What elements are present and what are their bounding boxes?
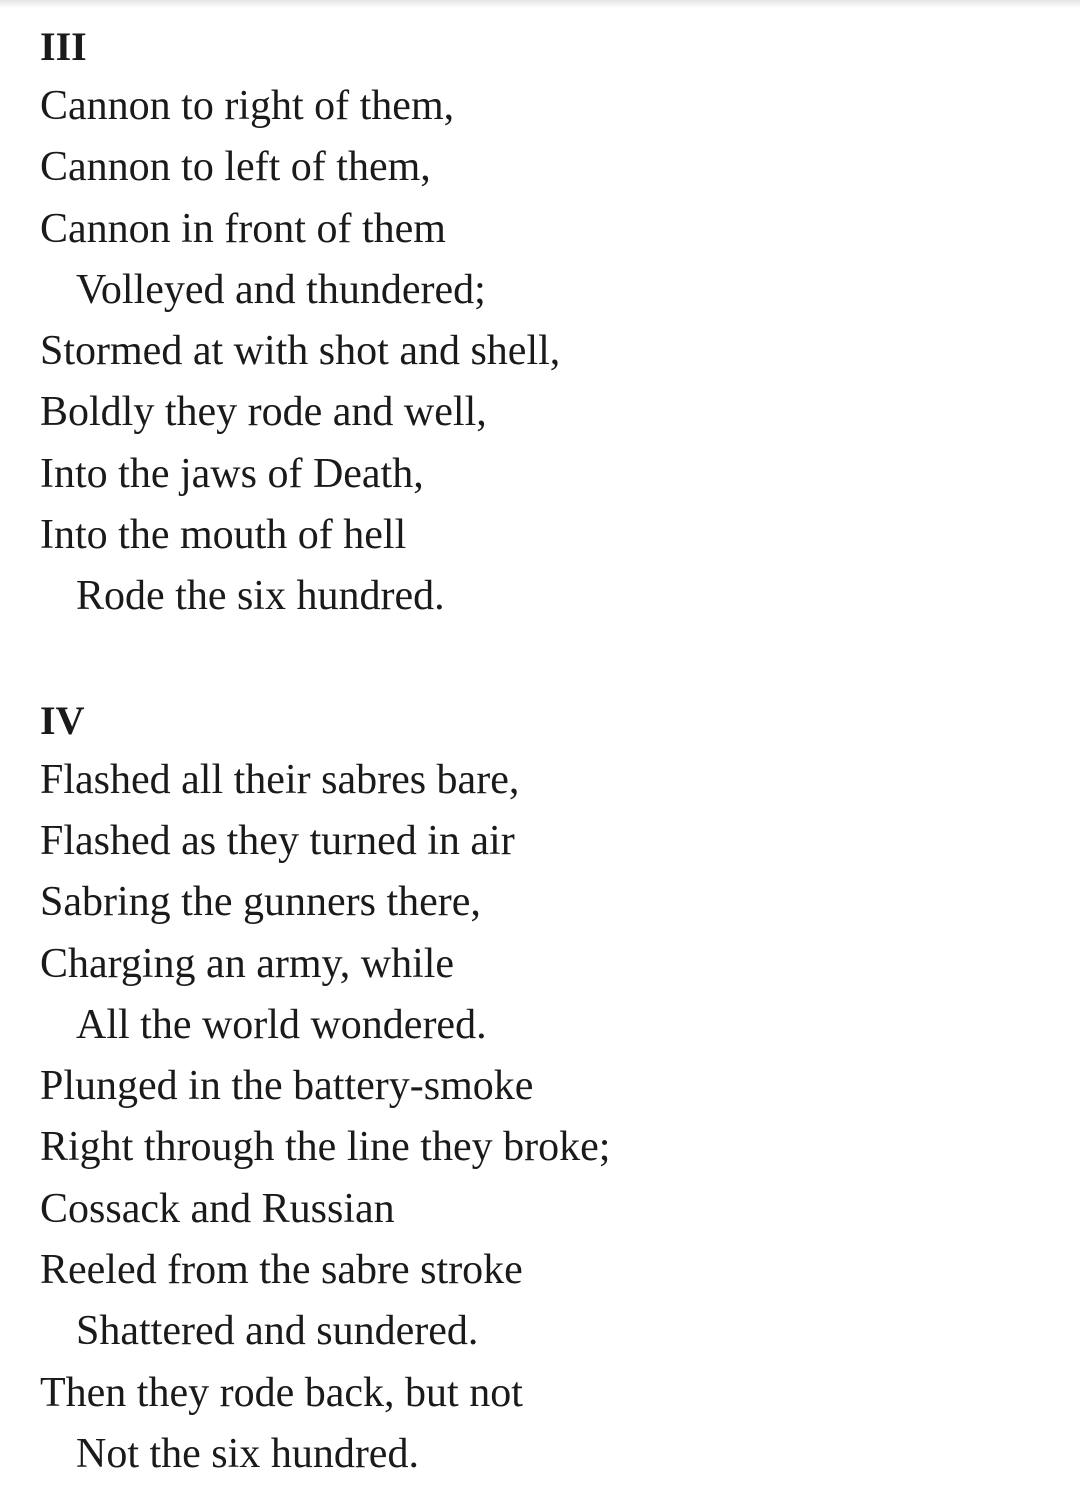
stanza-divider bbox=[40, 628, 1040, 692]
poem-line: Cannon in front of them bbox=[40, 205, 446, 252]
poem-line: Plunged in the battery-smoke bbox=[40, 1063, 534, 1110]
stanza-iii bbox=[40, 18, 1040, 628]
poem-text bbox=[40, 18, 1040, 1485]
poem-line: Flashed all their sabres bare, bbox=[40, 756, 520, 803]
poem-line: Boldly they rode and well, bbox=[40, 389, 487, 436]
stanza-iv bbox=[40, 692, 1040, 1486]
poem-line-indented: Not the six hundred. bbox=[76, 1430, 419, 1477]
poem-line: Into the mouth of hell bbox=[40, 512, 407, 559]
poem-line: Sabring the gunners there, bbox=[40, 879, 481, 926]
poem-line-indented: Shattered and sundered. bbox=[76, 1308, 479, 1355]
poem-line: Right through the line they broke; bbox=[40, 1124, 611, 1171]
poem-line-indented: All the world wondered. bbox=[76, 1001, 487, 1048]
poem-line: Stormed at with shot and shell, bbox=[40, 328, 561, 375]
poem-line: Reeled from the sabre stroke bbox=[40, 1247, 523, 1294]
poem-line: Cossack and Russian bbox=[40, 1185, 395, 1232]
poem-line: Into the jaws of Death, bbox=[40, 450, 424, 497]
poem-line: Then they rode back, but not bbox=[40, 1369, 523, 1416]
poem-line-indented: Rode the six hundred. bbox=[76, 573, 445, 620]
top-shadow bbox=[0, 0, 1080, 8]
poem-line: Cannon to right of them, bbox=[40, 83, 455, 129]
poem-line: Charging an army, while bbox=[40, 940, 455, 987]
poem-line: Flashed as they turned in air bbox=[40, 817, 515, 864]
poem-line: Cannon to left of them, bbox=[40, 144, 431, 191]
poem-line-indented: Volleyed and thundered; bbox=[76, 266, 486, 313]
stanza-title: III bbox=[40, 24, 87, 69]
stanza-title: IV bbox=[40, 697, 85, 743]
